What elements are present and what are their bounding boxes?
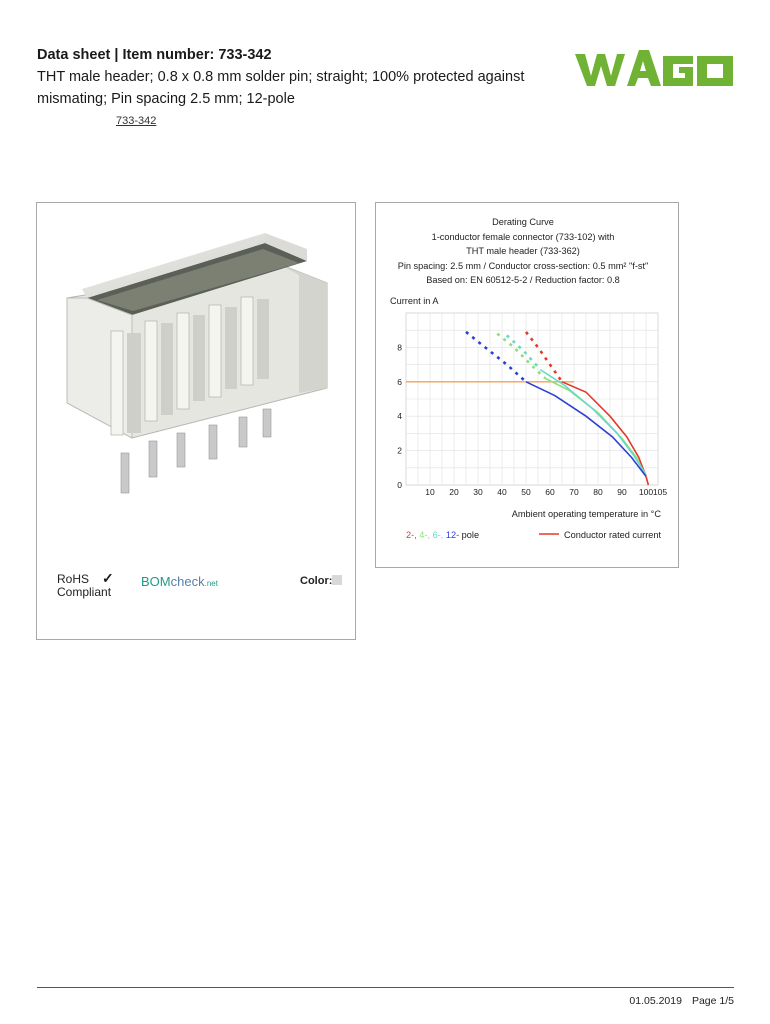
page-title: Data sheet | Item number: 733-342 xyxy=(37,47,272,63)
x-tick-label: 30 xyxy=(473,487,483,497)
series-dashed-2-pole xyxy=(526,332,562,382)
y-tick-label: 2 xyxy=(397,445,402,456)
document-header xyxy=(37,44,557,110)
x-tick-label: 105 xyxy=(652,487,668,497)
series-line-4-pole xyxy=(545,378,646,476)
x-tick-label: 50 xyxy=(521,487,531,497)
y-axis-label: Current in A xyxy=(390,296,439,306)
item-number-link[interactable]: 733-342 xyxy=(116,115,157,127)
x-tick-label: 20 xyxy=(449,487,459,497)
bomcheck-logo[interactable]: BOMcheck.net xyxy=(141,574,218,589)
color-label: Color: xyxy=(300,575,333,587)
rohs-compliant-label: RoHS Compliant xyxy=(57,572,112,599)
y-tick-label: 6 xyxy=(397,376,402,387)
x-axis-label: Ambient operating temperature in °C xyxy=(511,509,661,519)
chart-title-line: Pin spacing: 2.5 mm / Conductor cross-section: 0.5 mm² "f-st" xyxy=(397,261,649,271)
y-tick-label: 0 xyxy=(397,480,402,490)
check-icon: ✓ xyxy=(102,570,114,586)
chart-title-line: Based on: EN 60512-5-2 / Reduction factor: 0.8 xyxy=(426,275,620,285)
footer xyxy=(629,995,734,1007)
series-dashed-12-pole xyxy=(466,332,526,382)
x-tick-label: 100 xyxy=(638,487,654,497)
legend-poles: 2-, 4-, 6-, 12- pole xyxy=(406,530,480,540)
x-tick-label: 70 xyxy=(569,487,579,497)
color-swatch xyxy=(332,575,342,585)
wago-logo xyxy=(575,46,733,90)
connector-illustration xyxy=(37,203,355,563)
derating-chart xyxy=(376,203,678,567)
chart-title-line: THT male header (733-362) xyxy=(466,246,580,256)
footer-divider xyxy=(37,987,734,988)
product-description: THT male header; 0.8 x 0.8 mm solder pin; straight; 100% protected against mismating; Pin spacing 2.5 mm; 12-pole xyxy=(37,69,525,107)
footer-date: 01.05.2019 xyxy=(629,995,682,1007)
x-tick-label: 40 xyxy=(497,487,507,497)
x-tick-label: 80 xyxy=(593,487,603,497)
product-image-panel xyxy=(36,202,356,640)
x-tick-label: 10 xyxy=(425,487,435,497)
derating-chart-panel xyxy=(375,202,679,568)
chart-title-line: Derating Curve xyxy=(492,217,554,227)
y-tick-label: 4 xyxy=(397,411,402,422)
page-number: Page 1/5 xyxy=(691,995,734,1007)
legend-rated-label: Conductor rated current xyxy=(564,530,662,540)
y-tick-label: 8 xyxy=(397,342,402,353)
x-tick-label: 90 xyxy=(617,487,627,497)
x-tick-label: 60 xyxy=(545,487,555,497)
chart-title-line: 1-conductor female connector (733-102) with xyxy=(431,232,615,242)
